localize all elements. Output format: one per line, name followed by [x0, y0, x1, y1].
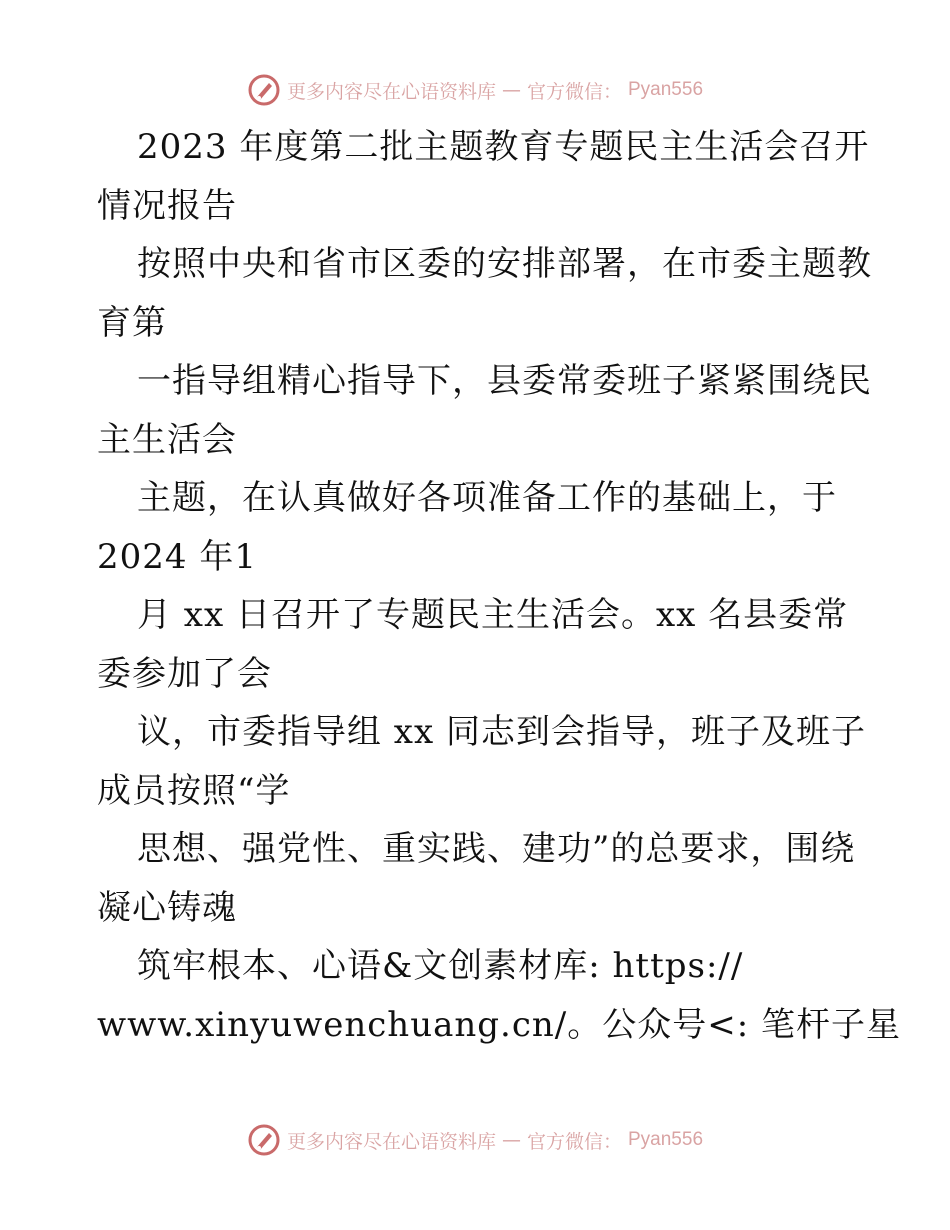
header-watermark [0, 70, 950, 110]
document-line: 情况报告 [97, 185, 237, 226]
document-line: 2023 年度第二批主题教育专题民主生活会召开 [137, 127, 870, 167]
footer-watermark [0, 1120, 950, 1160]
document-line: 育第 [97, 302, 167, 343]
watermark-wechat-id: Pyan556 [628, 79, 704, 100]
document-line: 主生活会 [97, 419, 237, 460]
document-line: 成员按照“学 [97, 770, 291, 811]
watermark-wechat-id: Pyan556 [628, 1129, 704, 1150]
document-line: 议，市委指导组 xx 同志到会指导，班子及班子 [137, 712, 866, 752]
document-line: 2024 年1 [97, 536, 257, 577]
document-line: 委参加了会 [97, 653, 272, 694]
document-line: 凝心铸魂 [97, 887, 237, 928]
document-line: 筑牢根本、心语&文创素材库: https:// [137, 946, 744, 986]
watermark-text: 更多内容尽在心语资料库 [286, 1130, 496, 1153]
watermark-text: 更多内容尽在心语资料库 [286, 80, 496, 103]
pen-nib-logo-icon [247, 73, 281, 107]
document-body [97, 118, 901, 1054]
document-line: 月 xx 日召开了专题民主生活会。xx 名县委常 [137, 595, 849, 635]
watermark-separator: — [501, 1129, 521, 1151]
document-line: 思想、强党性、重实践、建功”的总要求，围绕 [137, 829, 856, 869]
pen-nib-logo-icon [247, 1123, 281, 1157]
watermark-wechat-label: 官方微信： [526, 1130, 622, 1153]
document-line: www.xinyuwenchuang.cn/。公众号<: 笔杆子星 [97, 1004, 901, 1045]
document-line: 一指导组精心指导下，县委常委班子紧紧围绕民 [137, 361, 872, 401]
watermark-wechat-label: 官方微信： [526, 80, 622, 103]
document-line: 按照中央和省市区委的安排部署，在市委主题教 [137, 244, 872, 284]
watermark-separator: — [501, 79, 521, 101]
document-line: 主题，在认真做好各项准备工作的基础上，于 [137, 478, 837, 518]
